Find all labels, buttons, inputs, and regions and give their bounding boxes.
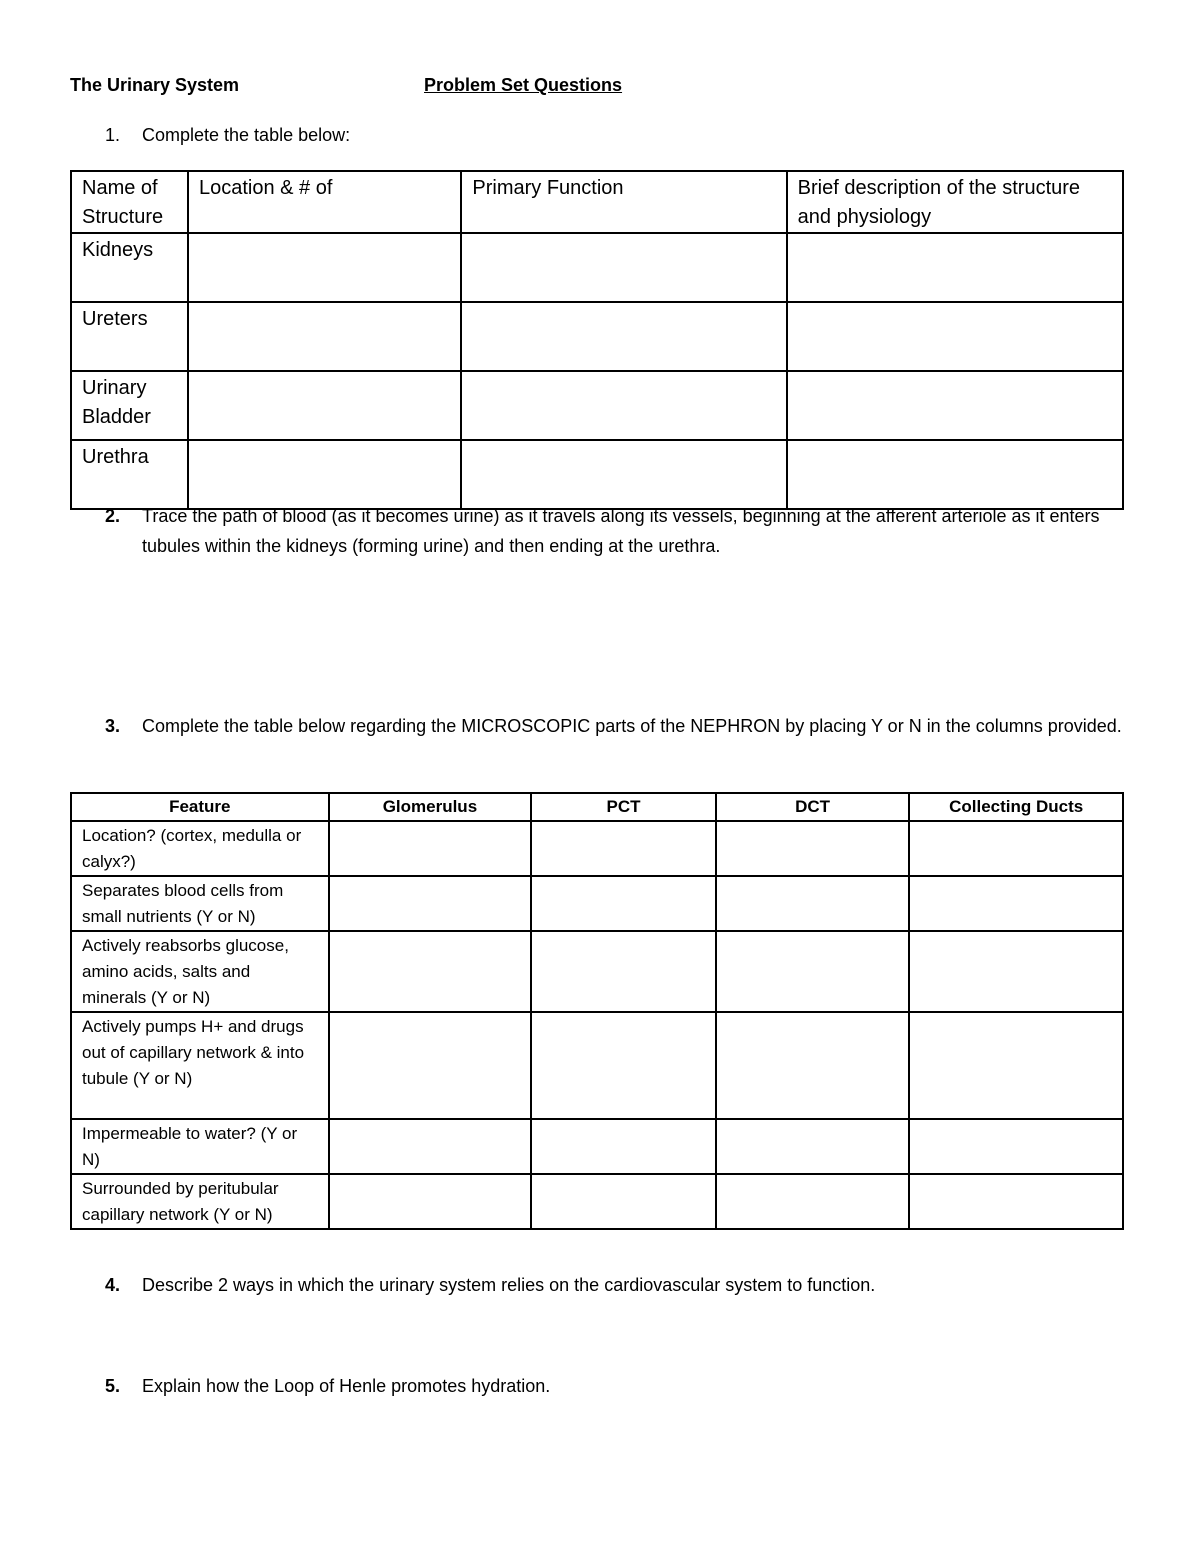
answer-cell[interactable] — [531, 1119, 716, 1174]
question-1-text: Complete the table below: — [142, 125, 351, 145]
table-row — [71, 1174, 1123, 1229]
answer-cell[interactable] — [787, 233, 1123, 302]
structure-name-cell: Kidneys — [71, 233, 188, 302]
table-row — [71, 440, 1123, 509]
question-2-text: Trace the path of blood (as it becomes urine) as it travels along its vessels, beginning at the afferent arteriole as it enters tubules within the kidneys (forming urine) and then ending at the urethra. — [142, 506, 1100, 556]
answer-cell[interactable] — [909, 1174, 1123, 1229]
answer-cell[interactable] — [188, 302, 461, 371]
answer-cell[interactable] — [716, 821, 910, 876]
feature-cell: Separates blood cells from small nutrients (Y or N) — [71, 876, 329, 931]
answer-cell[interactable] — [329, 1012, 532, 1119]
header-cell: Glomerulus — [329, 793, 532, 821]
answer-cell[interactable] — [329, 821, 532, 876]
structures-table — [70, 170, 1124, 510]
answer-cell[interactable] — [461, 302, 786, 371]
table-row — [71, 1119, 1123, 1174]
answer-cell[interactable] — [461, 371, 786, 440]
answer-cell[interactable] — [716, 876, 910, 931]
header-cell: DCT — [716, 793, 910, 821]
answer-cell[interactable] — [787, 302, 1123, 371]
answer-cell[interactable] — [909, 1012, 1123, 1119]
question-3-text: Complete the table below regarding the MICROSCOPIC parts of the NEPHRON by placing Y or N in the columns provided. — [142, 716, 1122, 736]
table-row — [71, 876, 1123, 931]
answer-cell[interactable] — [909, 821, 1123, 876]
question-5 — [105, 1371, 1135, 1401]
answer-cell[interactable] — [531, 931, 716, 1012]
header-cell: Collecting Ducts — [909, 793, 1123, 821]
answer-cell[interactable] — [716, 1119, 910, 1174]
document-subtitle: Problem Set Questions — [424, 75, 623, 95]
question-1 — [105, 120, 1135, 150]
table-row — [71, 371, 1123, 440]
answer-cell[interactable] — [461, 233, 786, 302]
table-row — [71, 302, 1123, 371]
answer-cell[interactable] — [531, 876, 716, 931]
question-4-number: 4. — [105, 1275, 121, 1295]
answer-cell[interactable] — [329, 1119, 532, 1174]
structure-name-cell: Ureters — [71, 302, 188, 371]
answer-cell[interactable] — [531, 1012, 716, 1119]
nephron-table-header — [71, 793, 1123, 821]
table-row — [71, 233, 1123, 302]
answer-cell[interactable] — [716, 931, 910, 1012]
structure-name-cell: Urethra — [71, 440, 188, 509]
table-row — [71, 931, 1123, 1012]
question-4 — [105, 1270, 1135, 1300]
answer-cell[interactable] — [787, 371, 1123, 440]
document-title: The Urinary System — [70, 75, 240, 95]
question-3-number: 3. — [105, 716, 121, 736]
feature-cell: Actively reabsorbs glucose, amino acids, salts and minerals (Y or N) — [71, 931, 329, 1012]
answer-cell[interactable] — [716, 1012, 910, 1119]
question-3 — [105, 711, 1135, 741]
question-5-number: 5. — [105, 1376, 121, 1396]
structures-table-header — [71, 171, 1123, 233]
answer-cell[interactable] — [787, 440, 1123, 509]
answer-cell[interactable] — [188, 233, 461, 302]
question-1-number: 1. — [105, 125, 121, 145]
answer-cell[interactable] — [716, 1174, 910, 1229]
table-row — [71, 1012, 1123, 1119]
feature-cell: Actively pumps H+ and drugs out of capillary network & into tubule (Y or N) — [71, 1012, 329, 1119]
header-cell: Location & # of — [188, 171, 461, 233]
answer-cell[interactable] — [329, 1174, 532, 1229]
feature-cell: Surrounded by peritubular capillary network (Y or N) — [71, 1174, 329, 1229]
header-cell: Brief description of the structure and physiology — [787, 171, 1123, 233]
table-row — [71, 821, 1123, 876]
header-cell: PCT — [531, 793, 716, 821]
answer-cell[interactable] — [531, 821, 716, 876]
answer-cell[interactable] — [531, 1174, 716, 1229]
feature-cell: Impermeable to water? (Y or N) — [71, 1119, 329, 1174]
answer-cell[interactable] — [188, 371, 461, 440]
answer-cell[interactable] — [329, 876, 532, 931]
question-2 — [105, 501, 1135, 561]
answer-cell[interactable] — [188, 440, 461, 509]
answer-cell[interactable] — [909, 1119, 1123, 1174]
header-cell: Name of Structure — [71, 171, 188, 233]
answer-cell[interactable] — [909, 931, 1123, 1012]
question-2-number: 2. — [105, 506, 121, 526]
question-4-text: Describe 2 ways in which the urinary system relies on the cardiovascular system to function. — [142, 1275, 876, 1295]
nephron-table — [70, 792, 1124, 1230]
feature-cell: Location? (cortex, medulla or calyx?) — [71, 821, 329, 876]
structure-name-cell: Urinary Bladder — [71, 371, 188, 440]
answer-cell[interactable] — [329, 931, 532, 1012]
header-cell: Primary Function — [461, 171, 786, 233]
answer-cell[interactable] — [461, 440, 786, 509]
header-cell: Feature — [71, 793, 329, 821]
question-5-text: Explain how the Loop of Henle promotes hydration. — [142, 1376, 551, 1396]
answer-cell[interactable] — [909, 876, 1123, 931]
